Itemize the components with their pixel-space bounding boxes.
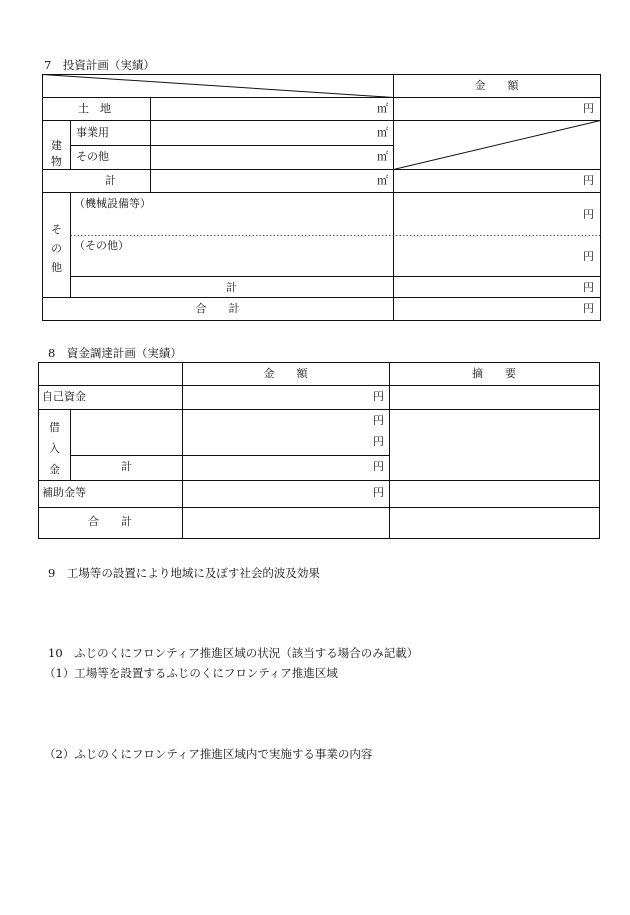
building-other-area-unit: ㎡ (377, 150, 388, 163)
amount-header: 金 額 (474, 79, 519, 92)
building-other-label: その他 (76, 150, 109, 163)
other-paren-label: （その他） (74, 239, 129, 252)
grand-total-label: 合 計 (195, 302, 240, 315)
borrowing-label: 借入金 (49, 421, 60, 476)
own-funds-label: 自己資金 (42, 390, 86, 403)
subsidy-label: 補助金等 (42, 486, 86, 499)
land-label: 土 地 (78, 102, 111, 115)
land-yen-unit: 円 (583, 102, 594, 115)
section7-title: 7 投資計画（実績） (44, 58, 155, 72)
business-area-unit: ㎡ (377, 126, 388, 139)
machinery-label: （機械設備等） (74, 197, 151, 210)
other-subtotal-label: 計 (226, 281, 237, 294)
funding-grand-total-label: 合 計 (88, 515, 132, 528)
section10-item1: （1）工場等を設置するふじのくにフロンティア推進区域 (44, 666, 338, 680)
borrowing-subtotal-label: 計 (121, 460, 132, 473)
subsidy-yen-unit: 円 (373, 486, 384, 499)
building-label: 建物 (51, 139, 62, 168)
own-funds-yen-unit: 円 (373, 390, 384, 403)
other-yen-unit: 円 (583, 250, 594, 263)
section10-item2: （2）ふじのくにフロンティア推進区域内で実施する事業の内容 (44, 747, 373, 761)
section10-title: 10 ふじのくにフロンティア推進区域の状況（該当する場合のみ記載） (48, 646, 419, 660)
borrowing-yen-unit-1: 円 (373, 414, 384, 427)
other-label: その他 (51, 223, 62, 274)
grand-total-yen-unit: 円 (583, 302, 594, 315)
business-use-label: 事業用 (76, 126, 109, 139)
summary-header: 摘 要 (472, 367, 516, 380)
funding-amount-header: 金 額 (263, 367, 308, 380)
borrowing-yen-unit-2: 円 (373, 435, 384, 448)
other-subtotal-yen-unit: 円 (583, 281, 594, 294)
building-subtotal-yen-unit: 円 (583, 174, 594, 187)
section9-title: 9 工場等の設置により地域に及ぼす社会的波及効果 (48, 566, 320, 580)
land-area-unit: ㎡ (377, 102, 388, 115)
building-subtotal-area-unit: ㎡ (377, 174, 388, 187)
machinery-yen-unit: 円 (583, 208, 594, 221)
borrowing-subtotal-yen-unit: 円 (373, 460, 384, 473)
building-subtotal-label: 計 (105, 174, 116, 187)
section8-title: 8 資金調達計画（実績） (48, 346, 182, 360)
